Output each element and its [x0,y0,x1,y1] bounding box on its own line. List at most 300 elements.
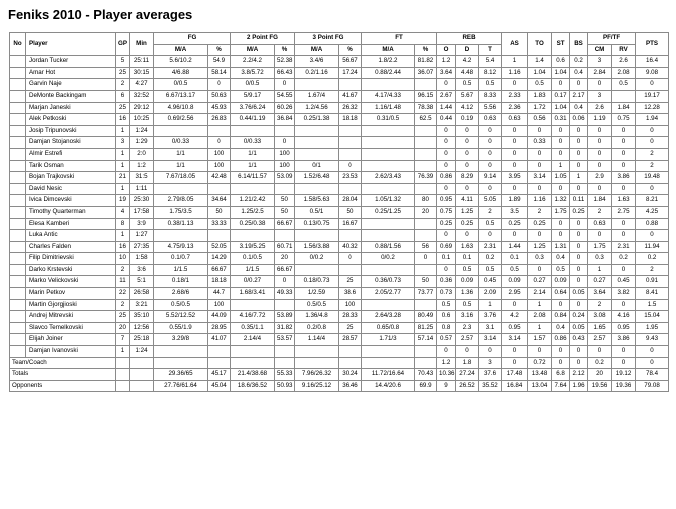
stat-cell: 2.64/3.28 [362,311,415,323]
stat-cell: 9 [437,380,456,392]
stat-cell: 0.5 [552,264,570,276]
stat-cell: 1/2.59 [295,288,339,300]
stat-cell: 25:11 [130,56,154,68]
stat-cell [130,380,154,392]
stat-cell: 0 [570,230,588,242]
stat-cell: 70.43 [415,369,437,381]
stat-cell: 79.08 [636,380,669,392]
stat-cell: 29:12 [130,102,154,114]
stat-cell: 0.05 [570,288,588,300]
stat-cell: 0 [612,183,636,195]
stat-cell: 0 [502,299,528,311]
stat-cell: 2.79/8.05 [154,195,208,207]
stat-cell: 0 [479,346,502,358]
stat-cell: 0 [528,160,552,172]
stat-cell [116,380,130,392]
stat-cell: 0 [437,230,456,242]
stat-cell: 69.9 [415,380,437,392]
stat-cell: 0.25 [528,218,552,230]
stat-cell: 0.95 [612,322,636,334]
stat-cell: 0.27 [528,276,552,288]
header-fg-ma: M/A [154,44,208,56]
stat-cell: 0 [552,218,570,230]
stat-cell [339,137,362,149]
stat-cell: 27:35 [130,241,154,253]
stat-cell: 20 [116,322,130,334]
stat-cell: 10.36 [437,369,456,381]
stat-cell: 18.6/36.52 [231,380,275,392]
stat-cell: 1 [552,160,570,172]
stat-cell: 0.09 [456,276,479,288]
stat-cell: 0 [570,357,588,369]
stat-cell: 5.56 [479,102,502,114]
stat-cell: 4.48 [456,67,479,79]
stat-cell: 3.29/8 [154,334,208,346]
stat-cell: 0 [437,183,456,195]
stat-cell: 0 [570,79,588,91]
stat-cell [275,230,295,242]
stat-cell: 0.45 [612,276,636,288]
stat-cell: 10:25 [130,114,154,126]
table-row [10,79,669,91]
header-gp: GP [116,33,130,56]
stat-cell [415,79,437,91]
stat-cell: 0.57 [437,334,456,346]
stat-cell: 45.04 [208,380,231,392]
table-row [10,195,669,207]
stat-cell: 0.5/0.5 [295,299,339,311]
stat-cell: 50.63 [208,90,231,102]
stat-cell [130,357,154,369]
stat-cell: 1:27 [130,230,154,242]
stat-cell [154,357,208,369]
stat-cell: 0 [612,148,636,160]
stat-cell [10,311,26,323]
stat-cell [339,230,362,242]
stat-cell: 5.67 [456,90,479,102]
stat-cell: 8.41 [636,288,669,300]
stat-cell: 3 [116,137,130,149]
stat-cell: 2.84 [588,67,612,79]
stat-cell: 0 [588,160,612,172]
stat-cell [10,276,26,288]
stat-cell [339,79,362,91]
stat-cell: 1.4 [528,56,552,68]
stat-cell: 13.48 [528,369,552,381]
stat-cell: 1.04 [528,67,552,79]
stat-cell: 2.31 [479,241,502,253]
stat-cell [275,183,295,195]
stat-cell: 19 [116,195,130,207]
stat-cell [116,357,130,369]
stat-cell: 4 [116,206,130,218]
table-row [10,276,669,288]
stat-cell [415,357,437,369]
stat-cell [295,148,339,160]
stat-cell [362,79,415,91]
stat-cell: 0.4 [552,253,570,265]
player-name-cell: Marko Velickovski [26,276,116,288]
stat-cell: 0/0.27 [231,276,275,288]
stat-cell: 7.64 [552,380,570,392]
stat-cell: 4.16 [612,311,636,323]
stat-cell: 16.84 [502,380,528,392]
stat-cell: 37.6 [479,369,502,381]
stat-cell: 0.69 [437,241,456,253]
stat-cell: 0.5 [479,79,502,91]
stat-cell: 0.44/1.19 [231,114,275,126]
stat-cell: 32:52 [130,90,154,102]
stat-cell: 0/1 [295,160,339,172]
stat-cell: 1.65 [588,322,612,334]
header-reb-t: T [479,44,502,56]
stat-cell: 21.4/38.68 [231,369,275,381]
stat-cell: 66.67 [208,264,231,276]
stat-cell: 1 [116,346,130,358]
totals-label-cell: Team/Coach [10,357,116,369]
stat-cell: 1.72 [528,102,552,114]
player-name-cell: Martin Gjorgjioski [26,299,116,311]
stat-cell: 2 [116,299,130,311]
stat-cell: 0 [552,79,570,91]
stat-cell: 35.52 [479,380,502,392]
stat-cell: 0 [612,357,636,369]
stat-cell: 0 [415,253,437,265]
stat-cell: 3.95 [502,172,528,184]
stat-cell: 0.1 [437,253,456,265]
table-row [10,241,669,253]
stat-cell [10,195,26,207]
stat-cell: 18.18 [339,114,362,126]
stat-cell [415,264,437,276]
stat-cell [362,148,415,160]
stat-cell: 1:2 [130,160,154,172]
stat-cell: 1.25 [528,241,552,253]
stat-cell [295,183,339,195]
table-row [10,183,669,195]
stat-cell: 0 [552,125,570,137]
stat-cell: 1:58 [130,253,154,265]
stat-cell: 49.33 [275,288,295,300]
stat-cell: 0 [502,79,528,91]
stat-cell: 38.6 [339,288,362,300]
header-ft: FT [362,33,437,45]
stat-cell: 6.67/13.17 [154,90,208,102]
stat-cell [415,218,437,230]
stat-cell: 3.1 [479,322,502,334]
stat-cell: 0 [528,346,552,358]
stat-cell: 4.2 [456,56,479,68]
player-name-cell: Filip Dimitrievski [26,253,116,265]
stat-cell [415,160,437,172]
stat-cell: 25 [339,276,362,288]
stat-cell: 0.43 [570,334,588,346]
stat-cell: 2 [116,264,130,276]
stat-cell: 0 [528,148,552,160]
stat-cell: 1/1.5 [231,264,275,276]
stat-cell: 36.46 [339,380,362,392]
table-row [10,334,669,346]
stat-cell: 0.36 [437,276,456,288]
stat-cell: 0.63 [479,114,502,126]
stat-cell [415,137,437,149]
stat-cell: 5.05 [479,195,502,207]
header-player: Player [26,33,116,56]
stat-cell: 2 [528,206,552,218]
stat-cell: 5.6/10.2 [154,56,208,68]
stat-cell: 0.11 [570,195,588,207]
stat-cell [362,299,415,311]
player-name-cell: Timothy Quarterman [26,206,116,218]
stat-cell: 1 [588,264,612,276]
stat-cell [10,241,26,253]
stat-cell: 31:5 [130,172,154,184]
stat-cell: 1.96 [570,380,588,392]
stat-cell: 36.07 [415,67,437,79]
stat-cell: 0.25 [456,218,479,230]
stat-cell: 50 [275,206,295,218]
header-row-groups [10,33,669,45]
stat-cell: 23.53 [339,172,362,184]
stat-cell: 80 [415,195,437,207]
stat-cell: 0 [456,137,479,149]
stat-cell: 58.14 [208,67,231,79]
player-name-cell: Slavco Temelkovski [26,322,116,334]
stat-cell: 0 [636,137,669,149]
stat-cell: 2.67 [437,90,456,102]
player-name-cell: Ivica Dimcevski [26,195,116,207]
stat-cell: 2.36 [502,102,528,114]
stat-cell [10,90,26,102]
table-row [10,218,669,230]
stat-cell: 1 [116,125,130,137]
stat-cell: 0.5 [456,299,479,311]
stat-cell: 7.96/26.32 [295,369,339,381]
stat-cell: 19.56 [588,380,612,392]
stat-cell: 0/0.33 [154,137,208,149]
stat-cell [231,346,275,358]
stat-cell: 73.77 [415,288,437,300]
stat-cell: 0.5 [479,264,502,276]
table-row [10,230,669,242]
stat-cell: 0.5/0.5 [154,299,208,311]
stat-cell: 0 [437,125,456,137]
table-row [10,346,669,358]
stat-cell: 0.3 [528,253,552,265]
header-reb-d: D [456,44,479,56]
stat-cell: 25 [116,102,130,114]
table-row [10,264,669,276]
stat-cell: 4.25 [636,206,669,218]
stat-cell: 8.12 [479,67,502,79]
stat-cell: 2 [116,79,130,91]
stat-cell: 1.84 [612,102,636,114]
stat-cell: 42.48 [208,172,231,184]
stat-cell: 0.1 [456,253,479,265]
stat-cell: 1.16 [502,67,528,79]
header-reb-o: O [437,44,456,56]
stat-cell: 35:10 [130,311,154,323]
stat-cell: 0.3 [588,253,612,265]
stat-cell: 0.25/1.25 [362,206,415,218]
stat-cell: 0 [275,276,295,288]
stat-cell: 1 [116,183,130,195]
header-pts: PTS [636,33,669,56]
stat-cell: 16.67 [339,218,362,230]
stat-cell: 1.63 [456,241,479,253]
stat-cell [295,125,339,137]
stat-cell [10,206,26,218]
stat-cell: 0.69/2.56 [154,114,208,126]
stat-cell: 2:0 [130,148,154,160]
stat-cell: 2.09 [479,288,502,300]
stat-cell [10,114,26,126]
stat-cell: 2 [636,160,669,172]
stat-cell: 1:29 [130,137,154,149]
header-3pt-fg: 3 Point FG [295,33,362,45]
header-fg-pct: % [208,44,231,56]
stat-cell: 15.04 [636,311,669,323]
stat-cell [339,357,362,369]
stat-cell [275,125,295,137]
stat-cell: 30.24 [339,369,362,381]
stat-cell: 0 [552,346,570,358]
stat-cell: 30:15 [130,67,154,79]
stat-cell [295,346,339,358]
stat-cell: 76.39 [415,172,437,184]
stat-cell: 57.14 [415,334,437,346]
stat-cell: 0 [552,299,570,311]
table-row [10,90,669,102]
stat-cell: 100 [275,148,295,160]
stat-cell: 0.84 [552,311,570,323]
stat-cell: 66.43 [275,67,295,79]
stat-cell [208,125,231,137]
stat-cell [10,56,26,68]
stat-cell: 66.67 [275,218,295,230]
stat-cell: 20 [415,206,437,218]
player-name-cell: Damjan Ivanovski [26,346,116,358]
stat-cell: 0.86 [437,172,456,184]
stat-cell: 9.16/25.12 [295,380,339,392]
stat-cell: 0 [502,346,528,358]
stat-cell: 1.44 [502,241,528,253]
stat-cell: 0 [502,148,528,160]
stat-cell: 14.29 [208,253,231,265]
stat-cell: 1/1 [231,148,275,160]
stat-cell: 1 [528,299,552,311]
stat-cell: 0.31/0.5 [362,114,415,126]
stat-cell [275,357,295,369]
stat-cell: 40.32 [339,241,362,253]
stat-cell: 9.14 [479,172,502,184]
table-row [10,160,669,172]
stat-cell: 5/9.17 [231,90,275,102]
stat-cell: 2.17 [570,90,588,102]
stat-cell: 21 [116,172,130,184]
stat-cell: 0 [588,148,612,160]
stat-cell [208,183,231,195]
stat-cell: 0 [552,137,570,149]
stat-cell [362,357,415,369]
stat-cell: 0.25/1.38 [295,114,339,126]
stat-cell: 1.36/4.8 [295,311,339,323]
stat-cell: 0.73 [437,288,456,300]
stat-cell: 20 [275,253,295,265]
stat-cell: 0 [339,253,362,265]
stat-cell: 27.76/61.64 [154,380,208,392]
totals-label-cell: Opponents [10,380,116,392]
header-reb: REB [437,33,502,45]
stat-cell: 0 [528,125,552,137]
stat-cell: 0.63 [502,114,528,126]
stat-cell: 1.68/3.41 [231,288,275,300]
stat-cell: 53.09 [275,172,295,184]
stat-cell [612,90,636,102]
stat-cell: 9.43 [636,334,669,346]
stat-cell: 53.89 [275,311,295,323]
stat-cell: 1 [116,160,130,172]
stat-cell: 14.4/20.6 [362,380,415,392]
stat-cell: 4.12 [456,102,479,114]
stat-cell: 0.18/1 [154,276,208,288]
stat-cell: 4/6.88 [154,67,208,79]
stat-cell [362,218,415,230]
stat-cell: 36.84 [275,114,295,126]
stat-cell: 33.33 [208,218,231,230]
stat-cell: 60.26 [275,102,295,114]
stat-cell: 45.93 [208,102,231,114]
stat-cell [231,357,275,369]
stat-cell: 2.12 [570,369,588,381]
header-no: No [10,33,26,56]
stat-cell: 66.67 [275,264,295,276]
stat-cell: 1.32 [552,195,570,207]
stat-cell: 100 [208,148,231,160]
stat-cell: 0.5 [456,264,479,276]
stat-cell: 28.57 [339,334,362,346]
stat-cell: 1 [116,148,130,160]
total-rows [10,357,669,392]
stat-cell: 5:1 [130,276,154,288]
stat-cell: 2.31 [612,241,636,253]
stat-cell: 2.57 [588,334,612,346]
stat-cell: 4.16/7.72 [231,311,275,323]
stat-cell: 1 [528,322,552,334]
stat-cell [154,346,208,358]
player-name-cell: Bojan Trajkovski [26,172,116,184]
stat-cell: 1.83 [528,90,552,102]
stat-cell: 2.9 [588,172,612,184]
stat-cell: 0 [636,346,669,358]
stat-cell [10,288,26,300]
stat-cell: 0.4 [552,322,570,334]
stat-cell [10,102,26,114]
stat-cell [154,125,208,137]
stat-cell: 0.5 [479,218,502,230]
stat-cell: 0 [552,148,570,160]
stat-cell [208,230,231,242]
stat-cell: 10 [116,253,130,265]
stat-cell: 2.2/4.2 [231,56,275,68]
stat-cell: 50 [275,195,295,207]
stat-cell: 26.32 [339,102,362,114]
stat-cell: 1/1.5 [154,264,208,276]
stat-cell [10,148,26,160]
stat-cell [231,299,275,311]
stat-cell: 1 [570,172,588,184]
stat-cell: 0 [502,125,528,137]
